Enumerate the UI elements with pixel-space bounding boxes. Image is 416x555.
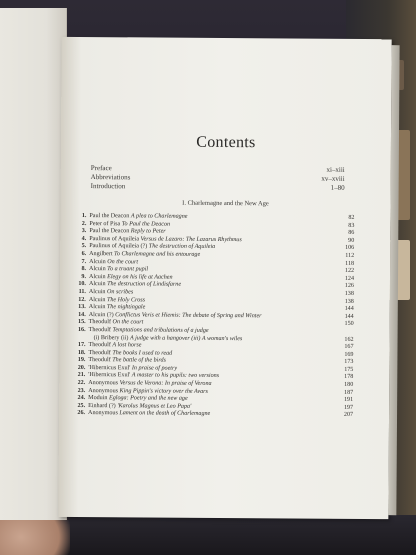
entry-page: 173 bbox=[344, 359, 354, 366]
entry-number: 26. bbox=[77, 410, 86, 417]
entry-author: Paulinus of Aquileia (?) bbox=[89, 243, 148, 250]
entry-title: Conflictus Veris et Hiemis: The debate of Spring and Winter bbox=[115, 311, 262, 319]
entry-number: 14. bbox=[78, 311, 86, 318]
entry-title: The Holy Cross bbox=[106, 296, 146, 303]
entry-title: The books I used to read bbox=[112, 349, 173, 357]
entry-number: 19. bbox=[77, 357, 86, 364]
entry-number: 2. bbox=[81, 220, 87, 227]
entry-author: Theodulf bbox=[88, 342, 111, 349]
entry-title: On scribes bbox=[107, 289, 134, 296]
entry-author: Moduin bbox=[88, 395, 108, 402]
entry-title: To Paul the Deacon bbox=[121, 220, 171, 228]
entry-title: Versus de Verona: In praise of Verona bbox=[119, 380, 212, 387]
entry-title: Reply to Peter bbox=[130, 228, 166, 235]
entry-title: Lament on the death of Charlemagne bbox=[119, 410, 211, 418]
entry-page: 150 bbox=[344, 321, 354, 328]
front-matter-page: xv–xviii bbox=[321, 174, 345, 183]
contents-entry bbox=[71, 410, 353, 420]
entry-author: Alcuin (?) bbox=[88, 311, 114, 318]
page-title: Contents bbox=[196, 133, 256, 152]
entry-author: Anonymous bbox=[88, 380, 119, 387]
entry-number: 9. bbox=[81, 273, 87, 280]
entry-title: The nightingale bbox=[106, 304, 146, 311]
entry-author: Theodulf bbox=[88, 319, 112, 326]
entry-author: Alcuin bbox=[88, 281, 106, 288]
entry-title: King Pippin's victory over the Avars bbox=[119, 387, 208, 395]
entry-page: 138 bbox=[344, 298, 354, 305]
entry-author: Theodulf bbox=[88, 357, 111, 364]
entry-page: 138 bbox=[344, 290, 354, 297]
entry-number: 18. bbox=[77, 349, 86, 356]
entry-number: 6. bbox=[81, 250, 87, 257]
entry-title: The battle of the birds bbox=[112, 357, 166, 364]
entry-author: Paulinus of Aquileia bbox=[89, 235, 140, 243]
entry-number: 20. bbox=[77, 364, 86, 371]
entry-author: Paul the Deacon bbox=[89, 228, 130, 235]
entry-author: Alcuin bbox=[88, 296, 106, 303]
entry-page: 106 bbox=[345, 245, 355, 252]
entry-author: Alcuin bbox=[88, 273, 106, 280]
entry-page: 86 bbox=[348, 230, 355, 237]
entry-number: 21. bbox=[77, 372, 86, 379]
entry-title: A lost horse bbox=[112, 342, 142, 349]
entry-number: 11. bbox=[78, 288, 86, 295]
section-heading: I. Charlemagne and the New Age bbox=[182, 199, 269, 208]
entry-title: A plea to Charlemagne bbox=[130, 213, 188, 220]
entry-title: The destruction of Aquileia bbox=[148, 243, 216, 251]
entry-page: 167 bbox=[344, 343, 354, 350]
entry-page: 82 bbox=[348, 214, 355, 221]
front-matter-label: Introduction bbox=[90, 182, 126, 191]
front-matter-label: Abbreviations bbox=[90, 173, 131, 182]
entry-page: 207 bbox=[343, 412, 354, 419]
entry-number: 8. bbox=[81, 266, 87, 273]
entry-title: Temptations and tribulations of a judge bbox=[112, 327, 209, 334]
entry-author: 'Hibernicus Exul' bbox=[88, 364, 131, 372]
entry-number: 5. bbox=[81, 243, 87, 250]
entry-author: Alcuin bbox=[88, 288, 106, 296]
entry-number: 3. bbox=[81, 228, 87, 235]
front-matter-page: xi–xiii bbox=[326, 165, 345, 174]
entry-number: 13. bbox=[78, 304, 86, 311]
entry-author: Anonymous bbox=[88, 410, 118, 417]
entry-author: Peter of Pisa bbox=[89, 220, 121, 227]
book-page bbox=[58, 37, 391, 519]
entry-author: 'Hibernicus Exul' bbox=[88, 372, 131, 379]
contents-list bbox=[71, 213, 354, 420]
entry-number: 15. bbox=[78, 319, 86, 326]
front-matter bbox=[91, 164, 345, 193]
entry-page: 144 bbox=[344, 305, 354, 313]
entry-page: 83 bbox=[348, 222, 355, 229]
entry-title: A master to his pupils: two versions bbox=[131, 372, 220, 380]
entry-number: 17. bbox=[77, 342, 86, 349]
entry-title: Versus de Lazaro: The Lazarus Rhythmus bbox=[140, 236, 242, 243]
entry-title: 'Karolus Magnus et Leo Papa' bbox=[117, 403, 192, 410]
entry-author: Alcuin bbox=[89, 258, 106, 265]
entry-page: 178 bbox=[344, 374, 354, 381]
entry-page: 169 bbox=[344, 351, 354, 358]
entry-number: 23. bbox=[77, 387, 86, 394]
entry-page: 197 bbox=[343, 404, 354, 411]
entry-title: A judge with a hangover (iii) A woman's wiles bbox=[129, 334, 243, 342]
entry-page: 118 bbox=[345, 260, 355, 267]
entry-title: Elegy on his life at Aachen bbox=[107, 273, 173, 281]
entry-author: Einhard (?) bbox=[88, 402, 116, 410]
left-page bbox=[0, 8, 67, 520]
entry-page: 191 bbox=[343, 397, 354, 404]
entry-number: 16. bbox=[77, 326, 86, 333]
entry-page: 144 bbox=[344, 313, 354, 320]
entry-title: The destruction of Lindisfarne bbox=[107, 281, 182, 289]
entry-page: 187 bbox=[344, 389, 354, 396]
entry-title: On the court bbox=[107, 258, 139, 265]
entry-page: 126 bbox=[344, 283, 354, 290]
entry-author: Anonymous bbox=[88, 387, 119, 394]
entry-page: 124 bbox=[344, 275, 355, 282]
entry-number: 10. bbox=[78, 281, 86, 288]
entry-title: On the court bbox=[112, 319, 144, 326]
entry-page: 90 bbox=[348, 237, 355, 244]
entry-number: 25. bbox=[77, 402, 86, 409]
entry-author: Angilbert bbox=[89, 251, 113, 258]
entry-title: To Charlemagne and his entourage bbox=[114, 251, 201, 258]
front-matter-label: Preface bbox=[90, 164, 112, 173]
entry-number: 24. bbox=[77, 395, 86, 402]
entry-page: 162 bbox=[344, 336, 354, 343]
entry-title: In praise of poetry bbox=[131, 365, 178, 372]
entry-author: Alcuin bbox=[88, 304, 106, 311]
entry-title: To a truant pupil bbox=[107, 266, 149, 273]
entry-number: 12. bbox=[78, 296, 86, 303]
entry-page: 112 bbox=[345, 252, 355, 259]
entry-number: 7. bbox=[81, 258, 87, 265]
entry-number: 1. bbox=[81, 212, 87, 220]
front-matter-row bbox=[91, 182, 345, 193]
entry-number: 22. bbox=[77, 380, 86, 387]
entry-author: Alcuin bbox=[89, 266, 106, 273]
entry-page: 180 bbox=[344, 381, 354, 388]
entry-number: 4. bbox=[81, 235, 87, 242]
entry-author: Theodulf bbox=[88, 326, 111, 334]
entry-author: Paul the Deacon bbox=[89, 213, 130, 220]
entry-text bbox=[88, 410, 210, 418]
entry-page: 122 bbox=[344, 267, 355, 275]
entry-page: 175 bbox=[344, 366, 354, 373]
front-matter-page: 1–80 bbox=[330, 183, 345, 192]
entry-author: Theodulf bbox=[88, 349, 111, 356]
entry-title: Egloga: Poetry and the new age bbox=[108, 395, 188, 402]
entry-author: (i) Bribery (ii) bbox=[93, 334, 129, 341]
